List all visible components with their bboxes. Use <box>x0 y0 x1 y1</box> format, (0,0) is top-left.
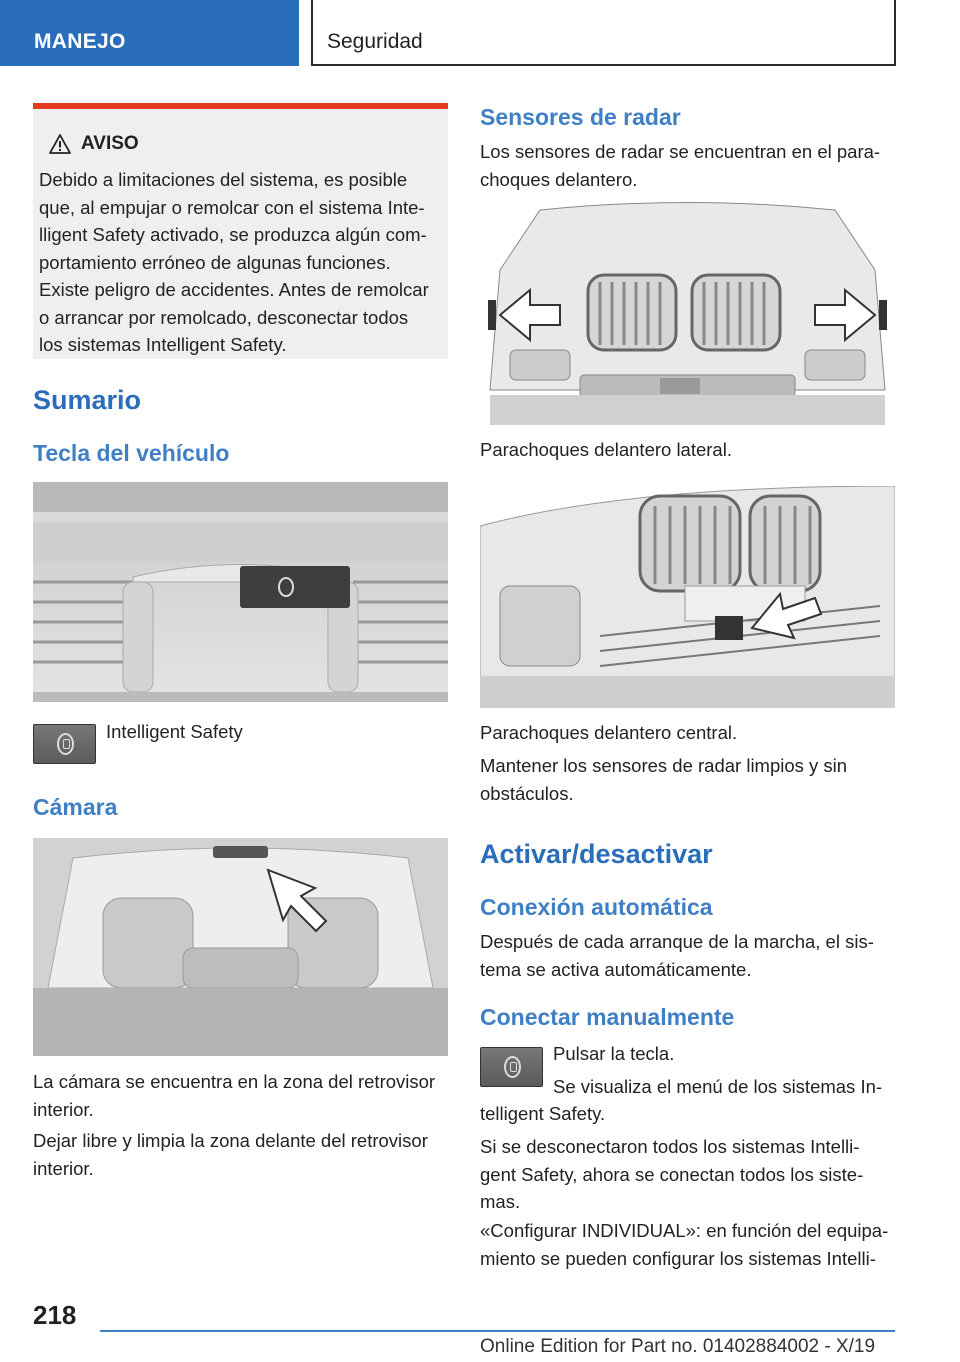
heading-sensores: Sensores de radar <box>480 104 681 130</box>
warning-label: AVISO <box>81 133 139 154</box>
heading-activar: Activar/desactivar <box>480 839 713 869</box>
heading-camara: Cámara <box>33 794 118 820</box>
camera-paragraph-2: Dejar libre y limpia la zona delante del retrovisor interior. <box>33 1130 428 1179</box>
intelligent-safety-button-icon <box>33 724 96 764</box>
desconect-paragraph: Si se desconectaron todos los sistemas Intelli- gent Safety, ahora se conectan todos los siste- mas. <box>480 1136 864 1212</box>
sensores-paragraph: Los sensores de radar se encuentran en el para- choques delantero. <box>480 141 881 190</box>
warning-title <box>49 133 139 155</box>
pulsar-text: Pulsar la tecla. <box>553 1043 675 1064</box>
heading-sumario: Sumario <box>33 385 142 415</box>
warning-line: Debido a limitaciones del sistema, es posible <box>39 169 408 190</box>
warning-line: los sistemas Intelligent Safety. <box>39 334 287 355</box>
camera-interior-image <box>33 838 448 1056</box>
caption-central: Parachoques delantero central. <box>480 722 738 743</box>
warning-line: Existe peligro de accidentes. Antes de remolcar <box>39 279 429 300</box>
page-number: 218 <box>33 1300 77 1330</box>
bumper-lateral-image <box>480 200 895 425</box>
chapter-tab <box>0 0 299 66</box>
config-paragraph: «Configurar INDIVIDUAL»: en función del equipa- miento se pueden configurar los sistemas Intelli- <box>480 1220 889 1269</box>
bumper-central-image <box>480 486 895 708</box>
warning-line: o arrancar por remolcado, desconectar todos <box>39 306 409 328</box>
section-title: Seguridad <box>327 30 423 53</box>
section-box <box>311 0 896 66</box>
mantener-paragraph: Mantener los sensores de radar limpios y sin obstáculos. <box>480 755 848 804</box>
edition-text: Online Edition for Part no. 01402884002 - X/19 <box>480 1336 876 1357</box>
heading-conexion: Conexión automática <box>480 894 713 920</box>
warning-triangle-icon <box>49 134 71 154</box>
warning-line: lligent Safety activado, se produzca algún com- <box>39 224 427 245</box>
conexion-paragraph: Después de cada arranque de la marcha, el sis- tema se activa automáticamente. <box>480 931 874 980</box>
chapter-title: MANEJO <box>34 30 126 53</box>
page-header <box>0 0 960 66</box>
warning-line: que, al empujar o remolcar con el sistema Inte- <box>39 196 425 218</box>
dashboard-button-image <box>33 482 448 702</box>
heading-conectar: Conectar manualmente <box>480 1004 735 1030</box>
visualiza-line-2: telligent Safety. <box>480 1103 606 1124</box>
footer-divider <box>100 1330 895 1332</box>
warning-box <box>33 103 448 359</box>
visualiza-line-1: Se visualiza el menú de los sistemas In- <box>553 1076 883 1097</box>
warning-line: portamiento erróneo de algunas funciones. <box>39 251 391 273</box>
button-label: Intelligent Safety <box>106 721 243 742</box>
heading-tecla: Tecla del vehículo <box>33 440 230 466</box>
intelligent-safety-button-icon <box>480 1047 543 1087</box>
caption-lateral: Parachoques delantero lateral. <box>480 439 732 460</box>
warning-body <box>39 166 447 359</box>
camera-paragraph-1: La cámara se encuentra en la zona del retrovisor interior. <box>33 1071 436 1120</box>
